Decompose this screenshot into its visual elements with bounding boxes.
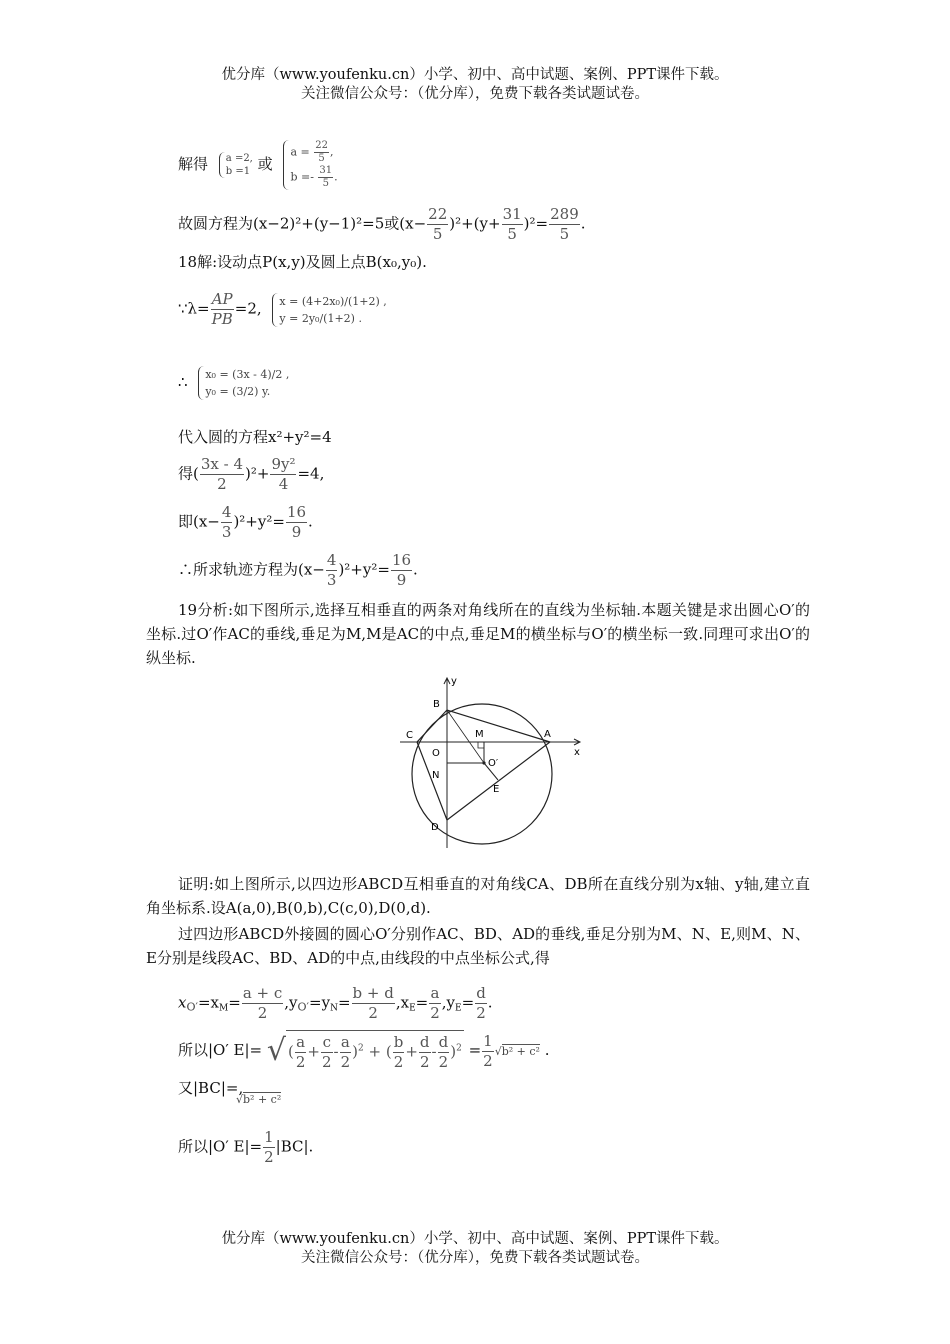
get-frac-1 — [200, 455, 244, 494]
therefore: ∴ — [178, 373, 188, 391]
or-label: 或 — [257, 155, 273, 173]
so1-root: b² + c² — [501, 1045, 540, 1058]
get-den2: 4 — [278, 475, 289, 493]
c-den2: 5 — [507, 225, 517, 243]
q17-conclusion — [178, 205, 586, 244]
ans-den1: 3 — [326, 571, 337, 589]
q19-also — [178, 1078, 243, 1098]
c-frac-3 — [549, 205, 580, 244]
lambda-num: AP — [211, 290, 233, 308]
label-x: x — [574, 747, 580, 758]
label-A: A — [544, 729, 551, 740]
ans-mid: )²+y²= — [338, 560, 390, 579]
also-prefix: 又|BC|= — [178, 1079, 239, 1097]
solve-label: 解得 — [178, 155, 209, 173]
coord-x-mid: =x — [197, 993, 220, 1012]
coord-y-frac — [352, 984, 395, 1023]
q18-system-1 — [272, 293, 386, 327]
coord-x-prefix: x — [178, 993, 187, 1012]
so1-result-frac — [482, 1032, 494, 1071]
so2-frac — [263, 1128, 275, 1167]
q18-substitute: 代入圆的方程x²+y²=4 — [178, 428, 332, 446]
c-mid: )²+(y+ — [449, 214, 501, 233]
ans-frac-2 — [391, 551, 412, 590]
q18-lambda-line — [178, 290, 387, 329]
sys2-b-left: b =- — [290, 170, 314, 184]
coord-xe-den: 2 — [430, 1004, 440, 1022]
coord-ye: ,y — [441, 993, 456, 1012]
q19-so1: 所以|O′ E|= √ ( $\frac{a}{2}$ + $\frac{c}{2}$ - $\frac{a}{2}$ )$^2$ + ( $\frac{b}{2}$ + $\frac{d}{2}$ - $\frac{d}{2}$ )$^2$ = $\frac{1}{2}$ √b² + c² . — [178, 1031, 550, 1071]
q18-answer-line — [178, 551, 418, 590]
get-end: =4, — [297, 464, 325, 483]
q19-so2 — [178, 1128, 313, 1167]
q18-therefore-line — [178, 366, 289, 400]
label-E: E — [493, 784, 500, 795]
so2-end: |BC|. — [275, 1137, 314, 1156]
sys-y0: y₀ = (3/2) y. — [205, 385, 271, 398]
ie-num1: 4 — [221, 503, 232, 521]
coord-xe-num: a — [430, 984, 440, 1002]
coord-x-den: 2 — [257, 1004, 268, 1022]
so2-prefix: 所以|O′ E|= — [178, 1137, 263, 1156]
label-N: N — [432, 770, 440, 781]
sys2-a-den: 5 — [318, 153, 325, 164]
get-num1: 3x - 4 — [200, 455, 244, 473]
so2-num: 1 — [264, 1128, 274, 1146]
coord-end: . — [487, 993, 493, 1012]
sys2-a-left: a = — [290, 145, 310, 159]
c-num3: 289 — [550, 205, 579, 223]
page-header — [0, 66, 950, 104]
ans-end: . — [413, 560, 418, 579]
also-root: b² + c² — [243, 1093, 282, 1106]
coord-xe-frac — [429, 984, 441, 1023]
sys-x: x = (4+2x₀)/(1+2) , — [279, 294, 387, 308]
sys1-a: a =2, — [225, 153, 253, 164]
q18-get-line — [178, 455, 324, 494]
c-num2: 31 — [502, 205, 522, 223]
coord-ye-num: d — [476, 984, 486, 1002]
ie-prefix: 即(x− — [178, 512, 220, 531]
sys2-b-num: 31 — [319, 165, 333, 176]
coord-y-den: 2 — [368, 1004, 378, 1022]
q19-proof-1: 证明:如上图所示,以四边形ABCD互相垂直的对角线CA、DB所在直线分别为x轴、y轴,建立直角坐标系.设A(a,0),B(0,b),C(c,0),D(0,d). — [146, 875, 810, 917]
coord-ye-frac — [475, 984, 487, 1023]
label-M: M — [475, 729, 484, 740]
q17-solve-line — [178, 140, 338, 190]
q18-system-2 — [198, 366, 289, 400]
ie-den2: 9 — [291, 523, 302, 541]
c-den1: 5 — [432, 225, 443, 243]
so1-result-den: 2 — [483, 1051, 493, 1070]
get-frac-2 — [270, 455, 296, 494]
c-den3: 5 — [559, 225, 570, 243]
because: ∵λ= — [178, 299, 210, 318]
sys-x0: x₀ = (3x - 4)/2 , — [205, 368, 290, 381]
coord-x-num: a + c — [242, 984, 283, 1002]
lambda-eq: =2, — [234, 299, 262, 318]
lambda-frac — [211, 290, 234, 329]
so1-prefix: 所以|O′ E|= — [178, 1041, 263, 1059]
coord-xe: ,x — [395, 993, 410, 1012]
header-line-1: 优分库（www.youfenku.cn）小学、初中、高中试题、案例、PPT课件下载。 — [221, 67, 729, 83]
ie-num2: 16 — [286, 503, 307, 521]
label-B: B — [433, 699, 440, 710]
ans-num1: 4 — [326, 551, 337, 569]
q19-coords: $x_{O'}=x_M=$ $\frac{a + c}{2}$ $,y_{O'}=y_N=$ $\frac{b + d}{2}$ $,x_E=$ $\frac{a}{2}$ $,y_E=$ $\frac{d}{2}$ . — [178, 984, 493, 1022]
coord-y-prefix: ,y — [284, 993, 298, 1012]
q18-ie-line — [178, 503, 313, 542]
coord-x-eq: = — [228, 993, 241, 1012]
so1-end: . — [544, 1041, 550, 1059]
coord-ye-den: 2 — [476, 1004, 486, 1022]
conclusion-prefix: 故圆方程为(x−2)²+(y−1)²=5或(x− — [178, 214, 427, 233]
footer-line-1: 优分库（www.youfenku.cn）小学、初中、高中试题、案例、PPT课件下载。 — [221, 1231, 729, 1247]
ie-frac-2 — [286, 503, 307, 542]
ans-frac-1 — [326, 551, 338, 590]
system-1 — [219, 152, 253, 178]
label-y: y — [451, 676, 457, 687]
center-point — [482, 761, 485, 764]
q19-analysis: 19分析:如下图所示,选择互相垂直的两条对角线所在的直线为坐标轴.本题关键是求出圆心O′的坐标.过O′作AC的垂线,垂足为M,M是AC的中点,垂足M的横坐标与O′的横坐标一致.同理可求出O′的纵坐标. — [146, 601, 810, 667]
so1-result-num: 1 — [483, 1031, 493, 1050]
get-prefix: 得( — [178, 464, 199, 483]
c-eq: )²= — [523, 214, 549, 233]
right-angle-mark — [478, 742, 484, 748]
lambda-den: PB — [211, 310, 233, 328]
c-end: . — [580, 214, 586, 233]
footer-line-2: 关注微信公众号：（优分库），免费下载各类试题试卷。 — [301, 1250, 649, 1266]
c-frac-1 — [427, 205, 448, 244]
ie-den1: 3 — [221, 523, 232, 541]
coord-x-frac — [242, 984, 283, 1023]
header-line-2: 关注微信公众号：（优分库），免费下载各类试题试卷。 — [301, 86, 649, 102]
c-num1: 22 — [428, 205, 448, 223]
sys2-a-frac — [314, 140, 329, 165]
so1-radical: √ ( $\frac{a}{2}$ + $\frac{c}{2}$ - $\frac{a}{2}$ )$^2$ + ( $\frac{b}{2}$ + $\frac{d}{2}$ - $\frac{d}{2}$ )$^2$ — [267, 1030, 464, 1072]
page-footer — [0, 1230, 950, 1268]
also-root-line: √b² + c² — [236, 1093, 282, 1106]
label-O-prime: O′ — [488, 758, 499, 769]
quadrilateral-ABCD — [417, 710, 550, 820]
also-end: , — [238, 1079, 244, 1097]
get-den1: 2 — [217, 475, 227, 493]
sys2-b-den: 5 — [322, 178, 329, 189]
sys2-b-frac — [318, 165, 333, 190]
ie-mid: )²+y²= — [233, 512, 285, 531]
coord-y-mid: =y — [309, 993, 331, 1012]
get-mid: )²+ — [245, 464, 270, 483]
get-num2: 9y² — [271, 455, 296, 473]
ans-den2: 9 — [396, 571, 407, 589]
coord-y-eq: = — [337, 993, 351, 1012]
label-C: C — [406, 730, 413, 741]
ans-prefix: ∴所求轨迹方程为(x− — [178, 560, 325, 579]
coord-y-num: b + d — [352, 984, 394, 1002]
label-O: O — [432, 748, 440, 759]
system-2: a = $\frac{22}{5}$ , b =- $\frac{31}{5}$ . — [283, 140, 337, 190]
c-frac-2 — [502, 205, 523, 244]
ans-num2: 16 — [391, 551, 412, 569]
sys2-a-num: 22 — [315, 140, 328, 151]
so2-den: 2 — [264, 1148, 274, 1166]
sys-y: y = 2y₀/(1+2) . — [279, 311, 362, 325]
q19-figure — [390, 670, 590, 855]
ie-frac-1 — [221, 503, 233, 542]
sys1-b: b =1 — [225, 166, 251, 177]
q19-proof-2: 过四边形ABCD外接圆的圆心O′分别作AC、BD、AD的垂线,垂足分别为M、N、E,则M、N、E分别是线段AC、BD、AD的中点,由线段的中点坐标公式,得 — [146, 925, 810, 967]
label-D: D — [431, 822, 439, 833]
ie-end: . — [308, 512, 313, 531]
q18-intro: 18解:设动点P(x,y)及圆上点B(x₀,y₀). — [178, 253, 427, 271]
